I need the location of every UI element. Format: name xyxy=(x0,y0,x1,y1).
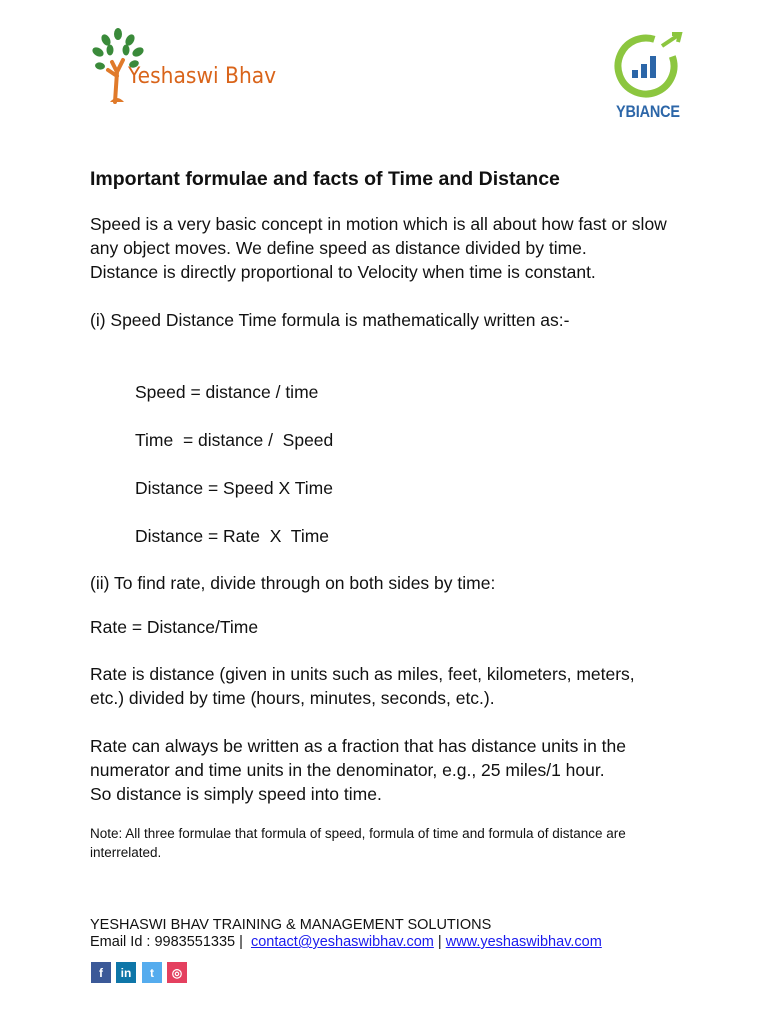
email-link[interactable]: contact@yeshaswibhav.com xyxy=(250,934,434,950)
point-2: (ii) To find rate, divide through on both sides by time: xyxy=(90,573,496,593)
intro-line-2: any object moves. We define speed as distance divided by time. xyxy=(90,238,587,258)
intro-line-1: Speed is a very basic concept in motion which is all about how fast or slow xyxy=(90,214,667,234)
formula-speed: Speed = distance / time xyxy=(135,382,319,402)
footer-email-prefix: Email Id : 9983551335 | xyxy=(90,934,243,950)
instagram-icon[interactable] xyxy=(167,962,187,983)
yeshaswi-bhav-logo xyxy=(88,26,277,106)
footer-contact xyxy=(90,934,602,950)
facebook-glyph: f xyxy=(99,965,103,980)
fraction-desc-line-3: So distance is simply speed into time. xyxy=(90,784,382,804)
rate-desc-line-2: etc.) divided by time (hours, minutes, seconds, etc.). xyxy=(90,688,495,708)
formula-time: Time = distance / Speed xyxy=(135,430,334,450)
logo-left-text: Yeshaswi Bhav xyxy=(128,64,277,89)
website-link[interactable]: www.yeshaswibhav.com xyxy=(445,934,602,950)
point-1: (i) Speed Distance Time formula is mathematically written as:- xyxy=(90,310,570,330)
linkedin-glyph: in xyxy=(120,965,132,980)
rate-formula: Rate = Distance/Time xyxy=(90,617,259,637)
fraction-desc-line-1: Rate can always be written as a fraction that has distance units in the xyxy=(90,736,626,756)
intro-line-3: Distance is directly proportional to Velocity when time is constant. xyxy=(90,262,596,282)
formula-distance-rate: Distance = Rate X Time xyxy=(135,526,330,546)
twitter-icon[interactable] xyxy=(142,962,162,983)
footer-company: YESHASWI BHAV TRAINING & MANAGEMENT SOLUTIONS xyxy=(90,917,492,933)
growth-chart-icon xyxy=(610,32,690,100)
ybiance-logo xyxy=(608,32,692,126)
twitter-glyph: t xyxy=(150,965,154,980)
footer-separator: | xyxy=(437,934,442,950)
note: Note: All three formulae that formula of speed, formula of time and formula of distance are interrelated. xyxy=(90,826,626,860)
rate-desc-line-1: Rate is distance (given in units such as miles, feet, kilometers, meters, xyxy=(90,664,635,684)
logo-right-text: YBIANCE xyxy=(616,102,680,121)
fraction-desc-line-2: numerator and time units in the denominator, e.g., 25 miles/1 hour. xyxy=(90,760,605,780)
facebook-icon[interactable] xyxy=(91,962,111,983)
instagram-glyph: ◎ xyxy=(171,965,183,980)
linkedin-icon[interactable] xyxy=(116,962,136,983)
page-title: Important formulae and facts of Time and Distance xyxy=(90,168,560,190)
formula-distance: Distance = Speed X Time xyxy=(135,478,333,498)
